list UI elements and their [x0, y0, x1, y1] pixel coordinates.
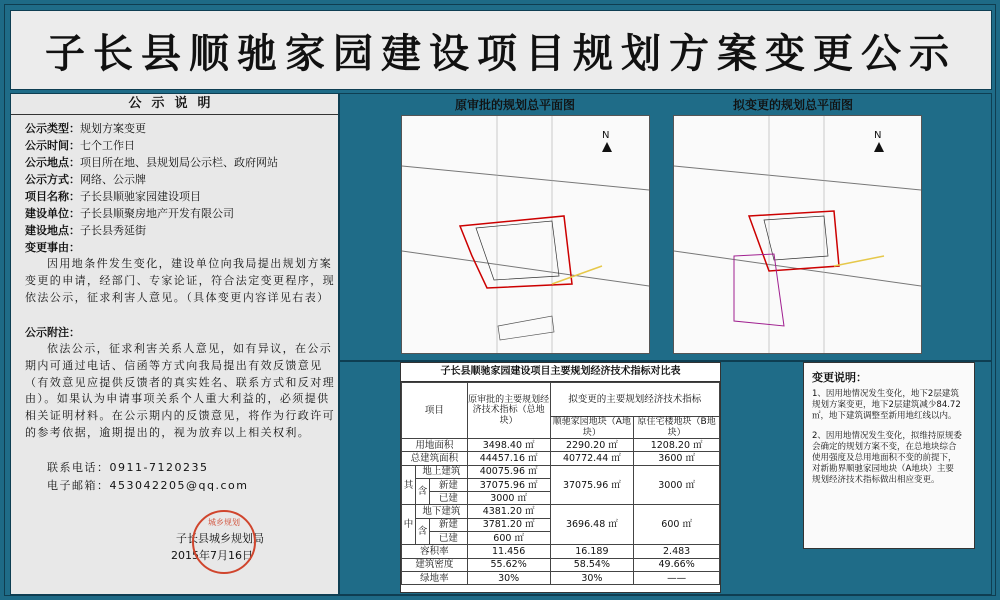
svg-text:N: N [874, 130, 882, 141]
official-seal: 城乡规划 [192, 510, 256, 574]
table-title: 子长县顺驰家园建设项目主要规划经济技术指标对比表 [401, 363, 720, 382]
th-item: 项目 [402, 383, 468, 439]
info-time: 公示时间：七个工作日 [25, 139, 135, 152]
th-new: 拟变更的主要规划经济技术指标 [550, 383, 720, 417]
table-row: 其 地上建筑 40075.96 ㎡ 37075.96 ㎡ 3000 ㎡ [402, 465, 720, 478]
table-row: 已建 3000 ㎡ [402, 492, 720, 505]
change-note [803, 362, 975, 549]
comparison-table [401, 382, 720, 585]
change-note-1: 1、因用地情况发生变化，地下2层建筑规划方案变更，地下2层建筑减少84.72㎡，地下建筑调整至新用地红线以内。 [812, 389, 961, 422]
table-row: 用地面积 3498.40 ㎡ 2290.20 ㎡ 1208.20 ㎡ [402, 439, 720, 452]
plan-proposed-drawing [674, 116, 921, 353]
plan-original [401, 115, 650, 354]
plan-proposed [673, 115, 922, 354]
page-title: 子长县顺驰家园建设项目规划方案变更公示 [45, 30, 957, 77]
notice-panel [10, 93, 339, 595]
info-builder: 建设单位：子长县顺聚房地产开发有限公司 [25, 207, 234, 220]
agency-name: 子长县城乡规划局 [176, 532, 264, 545]
reason-text: 因用地条件发生变化，建设单位向我局提出规划方案变更的申请，经部门、专家论证，符合法定变更程序，现依法公示，征求利害人意见。（具体变更内容详见右表） [25, 257, 335, 304]
svg-text:N: N [602, 130, 610, 141]
notice-header: 公示说明 [11, 94, 338, 115]
plan-left-title: 原审批的规划总平面图 [455, 98, 576, 112]
indicator-table [400, 362, 721, 593]
contact-email: 电子邮箱：453042205@qq.com [47, 479, 249, 492]
table-row: 含 新建 37075.96 ㎡ [402, 478, 720, 491]
info-project: 项目名称：子长县顺驰家园建设项目 [25, 190, 201, 203]
table-row: 已建 600 ㎡ [402, 532, 720, 545]
table-row: 含 新建 3781.20 ㎡ [402, 518, 720, 531]
info-reason-label: 变更事由： [25, 241, 80, 254]
table-row: 中 地下建筑 4381.20 ㎡ 3696.48 ㎡ 600 ㎡ [402, 505, 720, 518]
th-a: 顺驰家园地块（A地块） [550, 417, 634, 439]
change-note-title: 变更说明： [812, 371, 867, 384]
th-b: 原住宅楼地块（B地块） [634, 417, 720, 439]
appendix-label: 公示附注： [25, 326, 80, 339]
info-type: 公示类型：规划方案变更 [25, 122, 146, 135]
appendix-text: 依法公示，征求利害关系人意见，如有异议，在公示期内可通过电话、信函等方式向我局提出有效反馈意见（有效意见应提供反馈者的真实姓名、联系方式和反对理由）。如果认为申请事项关系个人重大利益的，必须提供相关证明材料。在公示期内的反馈意见，将作为行政许可的参考依据，逾期提出的，视为放弃以上相关权利。 [25, 342, 335, 439]
notice-date: 2015年7月16日 [171, 549, 253, 562]
table-row: 总建筑面积 44457.16 ㎡ 40772.44 ㎡ 3600 ㎡ [402, 452, 720, 465]
plan-original-drawing [402, 116, 649, 353]
table-row: 建筑密度 55.62% 58.54% 49.66% [402, 558, 720, 571]
change-note-2: 2、因用地情况发生变化，拟维持原规委会确定的规划方案不变，在总地块综合使用强度及总用地面积不变的前提下，对新勘界顺驰家园地块（A地块）主要规划经济技术指标做出相应变更。 [812, 430, 962, 486]
plan-right-title: 拟变更的规划总平面图 [733, 98, 854, 112]
contact-phone: 联系电话：0911-7120235 [47, 461, 209, 474]
info-method: 公示方式：网络、公示牌 [25, 173, 146, 186]
info-site: 建设地点：子长县秀延街 [25, 224, 146, 237]
info-place: 公示地点：项目所在地、县规划局公示栏、政府网站 [25, 156, 278, 169]
table-row: 绿地率 30% 30% —— [402, 571, 720, 584]
title-bar [10, 10, 992, 90]
table-row: 容积率 11.456 16.189 2.483 [402, 545, 720, 558]
th-orig: 原审批的主要规划经济技术指标（总地块） [467, 383, 550, 439]
